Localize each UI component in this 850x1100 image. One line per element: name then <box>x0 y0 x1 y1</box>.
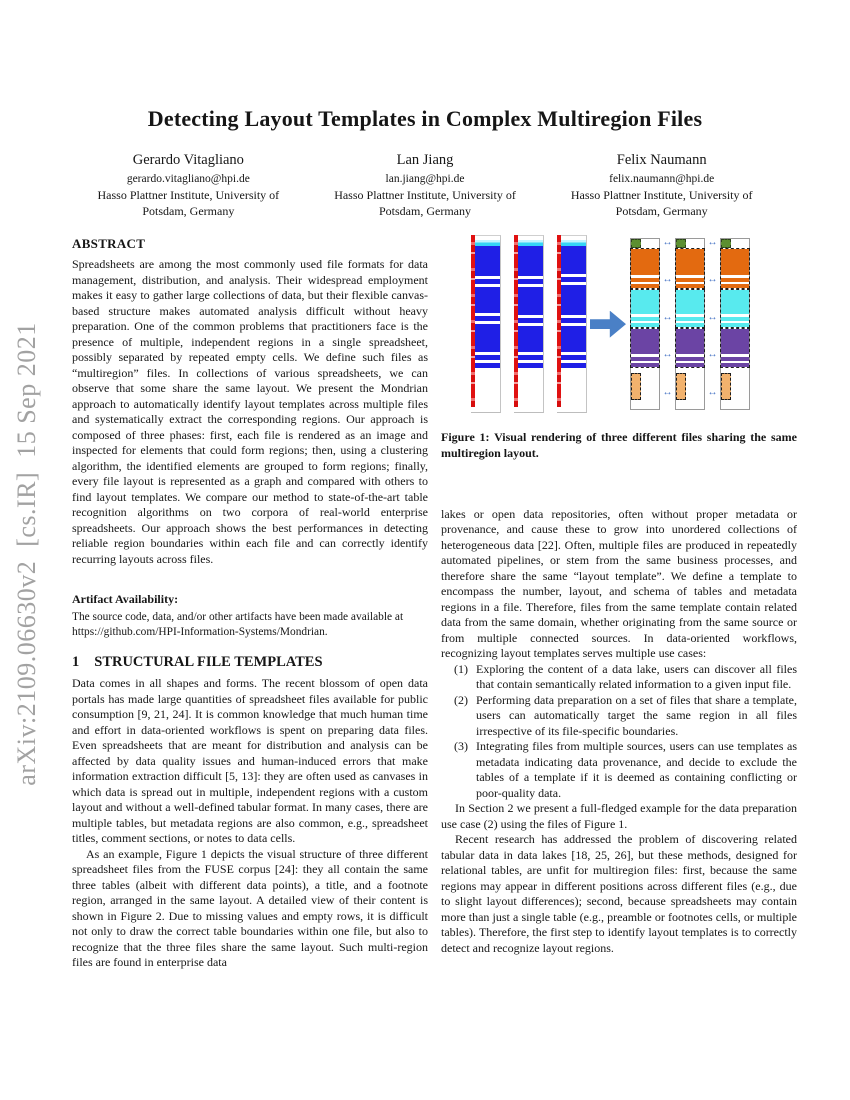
author-name: Gerardo Vitagliano <box>132 152 244 168</box>
paper-title: Detecting Layout Templates in Complex Multiregion Files <box>147 106 703 131</box>
row-header-bar <box>557 235 561 407</box>
orange-table-region <box>720 248 750 289</box>
purple-table-region <box>675 328 705 368</box>
rendered-files-group <box>471 235 587 413</box>
section-1-paragraph-1: Data comes in all shapes and forms. The recent blossom of open data portals has made large quantities of spreadsheet files available for public consumption [9, 21, 24]. It is common knowledge that much human time and effort in data-oriented workflows is spent on preparing data files. Even spreadsheets that are meant for distribution and analysis can be affected by data quality issues and human-induced errors that make information extraction difficult [5, 13]: they are often used as canvases in which data is spread out in multiple, independent regions with a custom layout and without a well-defined tabular format. In many cases, there are multiple tables, but metadata regions are also common, e.g., spreadsheet titles, comment sections, or notes to data cells. <box>72 676 428 846</box>
author-email: lan.jiang@hpi.de <box>385 173 465 185</box>
footnote-region <box>631 373 641 400</box>
author-affiliation: Hasso Plattner Institute, University of Potsdam, Germany <box>570 188 753 218</box>
table-block <box>561 285 586 315</box>
table-block <box>475 287 500 313</box>
table-block <box>561 246 586 274</box>
correspondence-arrows <box>660 238 675 406</box>
rendered-file-2 <box>514 235 544 413</box>
arxiv-watermark: arXiv:2109.06630v2 [cs.IR] 15 Sep 2021 <box>12 322 41 786</box>
list-item-number: (2) <box>454 692 468 707</box>
section-1-heading <box>72 655 428 671</box>
author-affiliation: Hasso Plattner Institute, University of Potsdam, Germany <box>97 188 280 218</box>
bidirectional-arrow-icon: ↔ <box>662 386 673 398</box>
rendered-file-1 <box>471 235 501 413</box>
table-block <box>561 326 586 352</box>
right-paragraph-2: In Section 2 we present a full-fledged example for the data preparation use case (2) using the files of Figure 1. <box>441 801 797 831</box>
transform-arrow-icon <box>590 311 626 338</box>
annotated-file-1 <box>630 238 660 410</box>
right-paragraph-3: Recent research has addressed the problem of discovering related tabular data in data lakes [18, 25, 26], but these methods, designed for relational tables, are unfit for multiregion files: first, because the same regions may appear in different positions across different files (e.g., due to slight layout differences); second, because spreadsheets may contain more than just a single table (e.g., preamble or footnotes cells, or multiple tables). Therefore, the first step to identify layout templates is to correctly detect and recognize layout regions. <box>441 832 797 955</box>
artifact-sentence: The source code, data, and/or other artifacts have been made available at <box>72 610 404 623</box>
two-column-body <box>72 233 809 971</box>
footnote-region <box>721 373 731 400</box>
bidirectional-arrow-icon: ↔ <box>662 274 673 286</box>
cyan-table-region <box>720 289 750 328</box>
footnote-region <box>676 373 686 400</box>
author-2 <box>307 152 544 220</box>
table-block <box>518 326 543 352</box>
abstract-heading: ABSTRACT <box>72 235 146 251</box>
author-1 <box>70 152 307 220</box>
title-region <box>631 239 641 248</box>
list-item-text: Integrating files from multiple sources, users can use templates as metadata indicating data provenance, and decide to exclude the tables of a template if it is deemed as containing conflicting or poor-quality data. <box>476 739 797 800</box>
table-block <box>518 287 543 315</box>
author-email: gerardo.vitagliano@hpi.de <box>126 173 250 185</box>
bidirectional-arrow-icon: ↔ <box>662 311 673 323</box>
list-item-text: Exploring the content of a data lake, users can discover all files that contain semantically related information to a given input file. <box>476 661 797 692</box>
right-column <box>441 233 797 971</box>
row-header-bar <box>514 235 518 407</box>
row-header-bar <box>471 235 475 407</box>
list-item-number: (3) <box>454 739 468 754</box>
title-region <box>676 239 686 248</box>
rendered-file-3 <box>557 235 587 413</box>
author-name: Felix Naumann <box>616 152 707 168</box>
right-paragraph-1: lakes or open data repositories, often without proper metadata or provenance, and cause these to grow into unordered collections of heterogeneous data [22]. Often, multiple files are produced in repeatedly automated pipelines, or stem from the same business processes, and therefore share the same “layout template”. We define a template to encompass the number, layout, and schema of tables and metadata regions in a file. Therefore, files from the same template contain related data from the same domain, whether originating from the same source or from multiple connected sources. In data-oriented workflows, recognizing layout templates serves multiple use cases: <box>441 506 797 661</box>
cyan-table-region <box>675 289 705 328</box>
abstract-text: Spreadsheets are among the most commonly used file formats for data management, distribution, and analysis. Their widespread employment makes it easy to gather large collections of data, but their flexible canvas-based structure makes automated analysis difficult without heavy preparation. One of the common problems that practitioners face is the presence of multiple, independent regions in a single spreadsheet, possibly separated by repeated empty cells. We define such files as “multiregion” files. In collections of various spreadsheets, we can observe that some share the same layout. We present the Mondrian approach to automatically identify layout templates across multiple files and systematically extract the corresponding regions. Our approach is composed of three phases: first, each file is rendered as an image and inspected for elements that could form regions; then, using a clustering algorithm, the identified elements are grouped to form regions; finally, every file layout is represented as a graph and compared with others to find layout templates. We compare our method to state-of-the-art table recognition algorithms on two corpora of real-world enterprise spreadsheets. Our approach shows the best performances in detecting reliable region boundaries within each file and can correctly identify recurring layouts across files. <box>72 257 428 566</box>
section-number: 1 <box>72 653 80 670</box>
left-column <box>72 233 428 971</box>
author-name: Lan Jiang <box>396 152 454 168</box>
artifact-availability-label: Artifact Availability: <box>72 592 179 607</box>
cyan-table-region <box>630 289 660 328</box>
author-email: felix.naumann@hpi.de <box>609 173 715 185</box>
orange-table-region <box>630 248 660 289</box>
table-block <box>475 324 500 352</box>
annotated-files-group <box>630 238 750 410</box>
section-1-paragraph-2: As an example, Figure 1 depicts the visual structure of three different spreadsheet files from the FUSE corpus [24]: they all contain the same three tables (albeit with different data points), a title, and a footnote region, arranged in the same layout. A detailed view of their content is shown in Figure 2. Due to missing values and empty rows, it is difficult not only to draw the correct table boundaries within one file, but also to recognize that the three files share the same layout. Such multi-region files are found in enterprise data <box>72 846 428 970</box>
orange-table-region <box>675 248 705 289</box>
bidirectional-arrow-icon: ↔ <box>662 349 673 361</box>
bidirectional-arrow-icon: ↔ <box>707 386 718 398</box>
bidirectional-arrow-icon: ↔ <box>707 274 718 286</box>
github-link[interactable]: https://github.com/HPI-Information-Systems/Mondrian. <box>72 625 328 638</box>
use-case-list <box>441 662 797 802</box>
list-item <box>441 693 797 740</box>
list-item <box>441 739 797 801</box>
right-column-text <box>441 507 797 957</box>
bidirectional-arrow-icon: ↔ <box>707 236 718 248</box>
figure-1-caption: Figure 1: Visual rendering of three different files sharing the same multiregion layout. <box>441 429 797 460</box>
bidirectional-arrow-icon: ↔ <box>662 236 673 248</box>
table-block <box>518 246 543 276</box>
author-affiliation: Hasso Plattner Institute, University of Potsdam, Germany <box>334 188 516 218</box>
purple-table-region <box>630 328 660 368</box>
figure-1 <box>471 235 797 415</box>
purple-table-region <box>720 328 750 368</box>
bidirectional-arrow-icon: ↔ <box>707 311 718 323</box>
list-item-text: Performing data preparation on a set of files that share a template, users can automatically target the same region in all files irrespective of its file-specific boundaries. <box>476 692 797 738</box>
section-title: STRUCTURAL FILE TEMPLATES <box>94 653 323 670</box>
list-item-number: (1) <box>454 661 468 676</box>
table-block <box>475 246 500 276</box>
bidirectional-arrow-icon: ↔ <box>707 349 718 361</box>
title-region <box>721 239 731 248</box>
correspondence-arrows <box>705 238 720 406</box>
annotated-file-2 <box>675 238 705 410</box>
author-3 <box>543 152 780 220</box>
artifact-availability-text <box>72 610 428 640</box>
author-block <box>70 152 780 220</box>
list-item <box>441 662 797 693</box>
annotated-file-3 <box>720 238 750 410</box>
